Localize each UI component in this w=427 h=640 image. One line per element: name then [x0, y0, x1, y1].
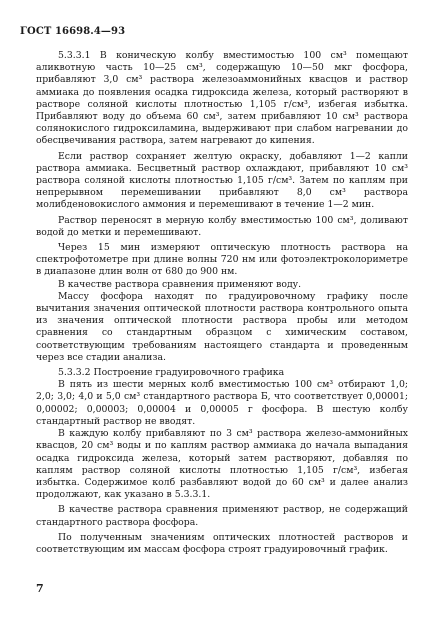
paragraph-measure-density: Через 15 мин измеряют оптическую плотность раствора на спектрофотометре при длине волны 720 нм или фотоэлектроколориметре в диапазоне длин волн от 680 до 900 нм. [36, 242, 408, 278]
document-header: ГОСТ 16698.4—93 [20, 26, 126, 37]
paragraph-transfer-flask: Раствор переносят в мерную колбу вместимостью 100 см³, доливают водой до метки и перемешивают. [36, 214, 408, 238]
document-body [36, 50, 408, 559]
paragraph-reference-no-standard: В качестве раствора сравнения применяют раствор, не содержащий стандартного раствора фосфора. [36, 504, 408, 528]
paragraph-five-flasks: В пять из шести мерных колб вместимостью 100 см³ отбирают 1,0; 2,0; 3,0; 4,0 и 5,0 см³ стандартного раствора Б, что соответствует 0,00001; 0,00002; 0,00003; 0,00004 и 0,00005 г фосфора. В шестую колбу стандартный раствор не вводят. [36, 379, 408, 427]
paragraph-5-3-3-1: 5.3.3.1 В коническую колбу вместимостью 100 см³ помещают аликвотную часть 10—25 см³, содержащую 10—50 мкг фосфора, прибавляют 3,0 см³ раствора железоаммонийных квасцов и раствор аммиака до появления осадка гидроксида железа, который растворяют в растворе соляной кислоты плотностью 1,105 г/см³, избегая избытка. Прибавляют воду до объема 60 см³, затем прибавляют 10 см³ раствора солянокислого гидроксиламина, выдерживают при слабом нагревании до обесцвечивания раствора, затем нагревают до кипения. [36, 50, 408, 147]
paragraph-yellow-color: Если раствор сохраняет желтую окраску, добавляют 1—2 капли раствора аммиака. Бесцветный раствор охлаждают, прибавляют 10 см³ раствора соляной кислоты плотностью 1,105 г/см³. Затем по каплям при непрерывном перемешивании прибавляют 8,0 см³ раствора молибденовокислого аммония и перемешивают в течение 1—2 мин. [36, 150, 408, 211]
paragraph-reference-solution: В качестве раствора сравнения применяют воду. [58, 278, 302, 290]
paragraph-each-flask: В каждую колбу прибавляют по 3 см³ раствора железо-аммонийных квасцов, 20 см³ воды и по каплям раствор аммиака до начала выпадания осадка гидроксида железа, который затем растворяют, добавляя по каплям раствор соляной кислоты плотностью 1,105 г/см³, избегая избытка. Содержимое колб разбавляют водой до 60 см³ и далее анализ продолжают, как указано в 5.3.3.1. [36, 428, 408, 501]
section-heading-5-3-3-2: 5.3.3.2 Построение градуировочного графика [58, 367, 285, 379]
page-number: 7 [36, 582, 44, 595]
paragraph-phosphorus-mass: Массу фосфора находят по градуировочному графику после вычитания значения оптической плотности раствора контрольного опыта из значения оптической плотности раствора пробы или методом сравнения со стандартным образцом с химическим составом, соответствующим требованиям настоящего стандарта и проведенным через все стадии анализа. [36, 290, 408, 363]
paragraph-build-graph: По полученным значениям оптических плотностей растворов и соответствующим им массам фосфора строят градуировочный график. [36, 531, 408, 555]
